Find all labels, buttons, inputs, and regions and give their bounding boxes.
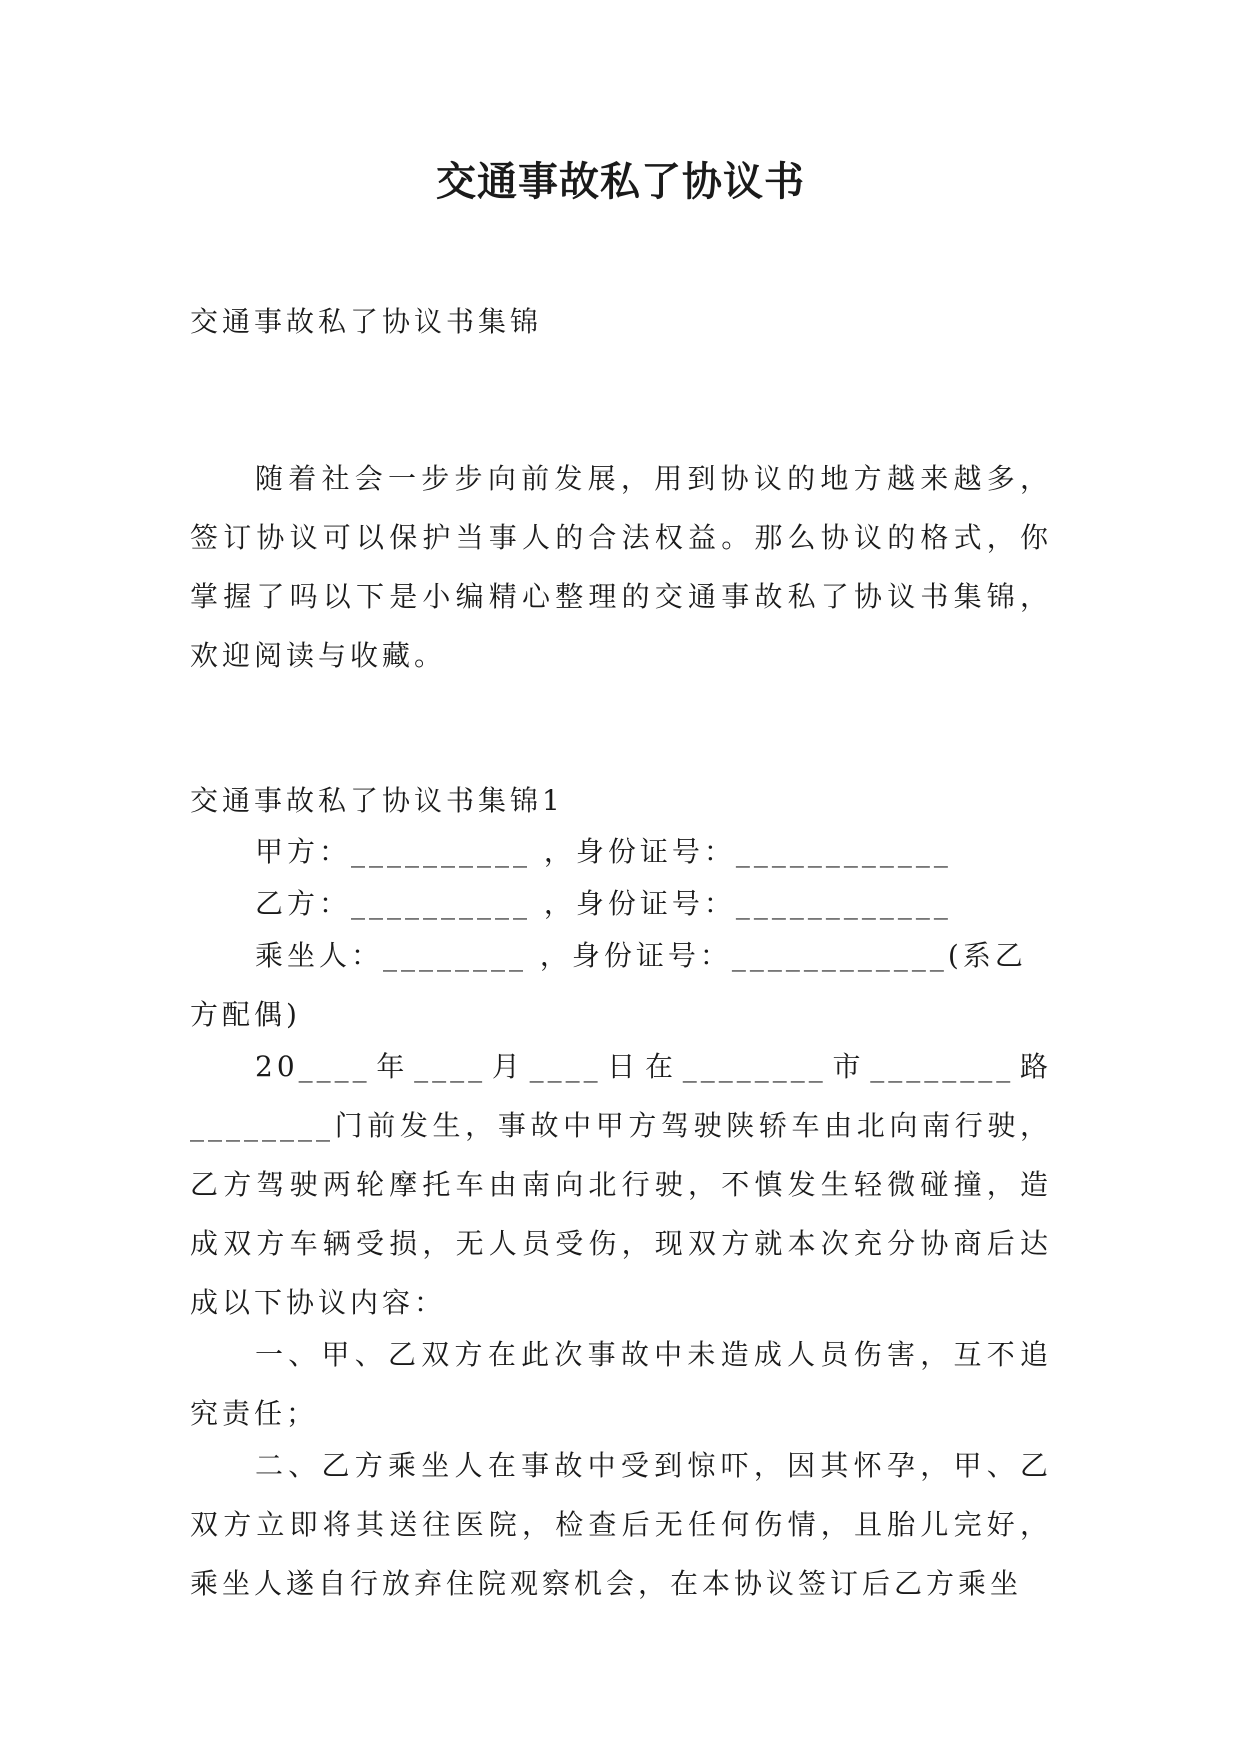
intro-paragraph: 随着社会一步步向前发展，用到协议的地方越来越多，签订协议可以保护当事人的合法权益。那么协议的格式，你掌握了吗以下是小编精心整理的交通事故私了协议书集锦，欢迎阅读与收藏。	[190, 462, 1052, 672]
subtitle: 交通事故私了协议书集锦	[190, 305, 543, 338]
party-a-line: 甲方：__________ ，身份证号：____________	[255, 835, 952, 868]
section-heading: 交通事故私了协议书集锦1	[190, 784, 564, 817]
clause-2: 二、乙方乘坐人在事故中受到惊吓，因其怀孕，甲、乙双方立即将其送往医院，检查后无任何伤情，且胎儿完好，乘坐人遂自行放弃住院观察机会，在本协议签订后乙方乘坐	[190, 1449, 1052, 1600]
party-b-line: 乙方：__________ ，身份证号：____________	[255, 887, 952, 920]
clause-1: 一、甲、乙双方在此次事故中未造成人员伤害，互不追究责任；	[190, 1338, 1052, 1430]
document-title: 交通事故私了协议书	[436, 158, 805, 205]
document-body	[190, 292, 1052, 1613]
accident-paragraph: 20____年____月____日在________市________路________门前发生，事故中甲方驾驶陕轿车由北向南行驶，乙方驾驶两轮摩托车由南向北行驶，不慎发生轻微碰撞，造成双方车辆受损，无人员受伤，现双方就本次充分协商后达成以下协议内容：	[190, 1050, 1052, 1319]
passenger-line: 乘坐人：________ ，身份证号：____________(系乙方配偶)	[190, 939, 1027, 1031]
